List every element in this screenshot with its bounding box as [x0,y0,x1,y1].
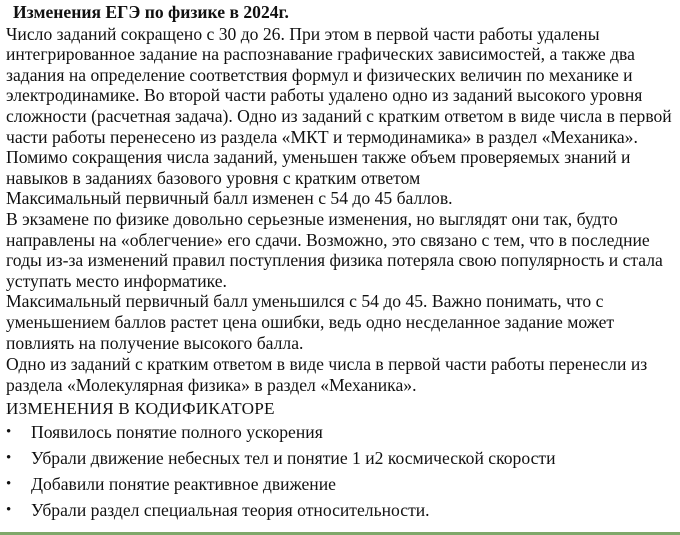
paragraph-score-reduction: Максимальный первичный балл уменьшился с 54 до 45. Важно понимать, что с уменьшением баллов растет цена ошибки, ведь одно несделанное задание может повлиять на получение высокого балла. [6,291,615,353]
list-item-text: Появилось понятие полного ускорения [31,422,323,443]
list-item [6,473,678,499]
list-item [6,499,678,525]
document-body [6,2,678,525]
paragraph-task-moved: Одно из заданий с кратким ответом в виде числа в первой части работы перенесли из раздела «Молекулярная физика» в раздел «Механика». [6,354,648,395]
codifier-heading: ИЗМЕНЕНИЯ В КОДИФИКАТОРЕ [6,399,275,419]
bullet-icon: • [6,450,12,467]
bullet-icon: • [6,502,12,519]
paragraph-max-score: Максимальный первичный балл изменен с 54 до 45 баллов. [6,188,453,209]
paragraph-exam-commentary: В экзамене по физике довольно серьезные изменения, но выглядят они так, будто направлены на «облегчение» его сдачи. Возможно, это связано с тем, что в последние годы из-за изменений правил поступления физика потеряла свою популярность и стала уступать место информатике. [6,208,663,291]
paragraph-task-changes: Число заданий сокращено с 30 до 26. При этом в первой части работы удалены интегрированное задание на распознавание графических зависимостей, а также два задания на определение соответствия формул и физических величин по механике и электродинамике. Во второй части работы удалено одно из заданий высокого уровня сложности (расчетная задача). Одно из заданий с кратким ответом в виде числа в первой части работы перенесено из раздела «МКТ и термодинамика» в раздел «Механика». Помимо сокращения числа заданий, уменьшен также объем проверяемых знаний и навыков в заданиях базового уровня с кратким ответом [6,23,672,188]
list-item [6,421,678,447]
list-item-text: Убрали движение небесных тел и понятие 1 и2 космической скорости [31,448,556,469]
bullet-icon: • [6,424,12,441]
document-title: Изменения ЕГЭ по физике в 2024г. [13,2,289,22]
bullet-icon: • [6,476,12,493]
list-item-text: Убрали раздел специальная теория относительности. [31,500,430,521]
list-item [6,447,678,473]
codifier-changes-list [6,421,678,525]
list-item-text: Добавили понятие реактивное движение [31,474,336,495]
